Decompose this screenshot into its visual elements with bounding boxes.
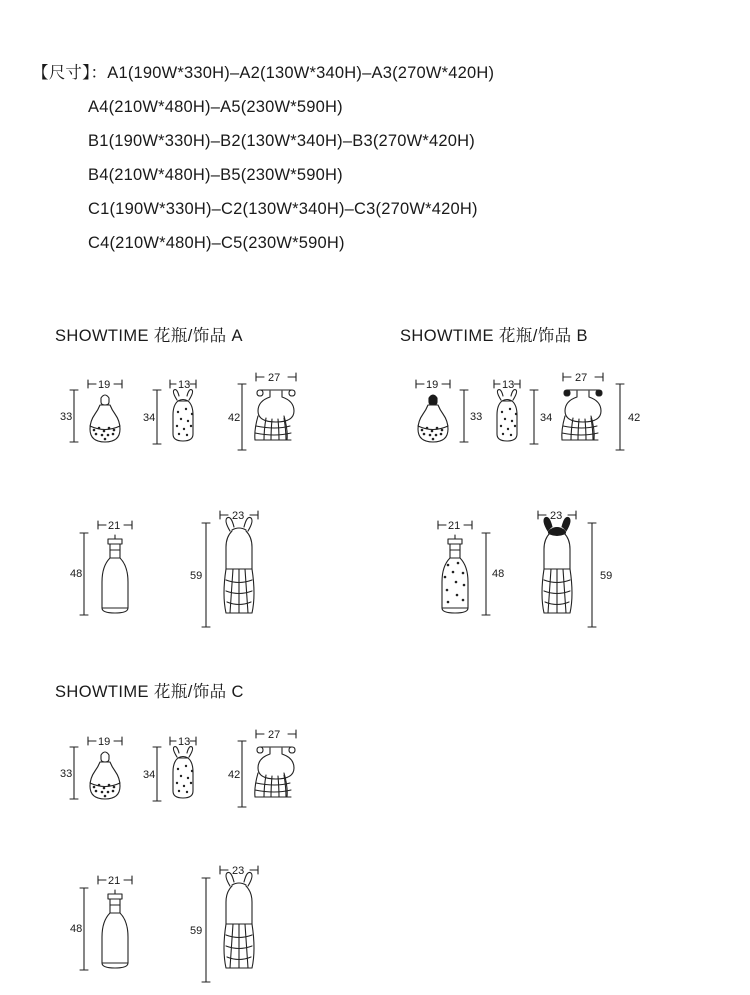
figure-group-a-row1: [60, 368, 350, 468]
vase-c3: [238, 730, 296, 807]
figure-group-b-row1: [408, 368, 698, 468]
dim-c2-width: 13: [178, 736, 191, 748]
vase-c5: [202, 866, 258, 982]
dim-c5-height: 59: [190, 925, 203, 937]
vase-b1: [416, 380, 468, 442]
spec-line-1: 【尺寸】：A1(190W*330H)–A2(130W*340H)–A3(270W*420H): [32, 64, 495, 82]
dim-b5-height: 59: [600, 570, 613, 582]
section-title-a: SHOWTIME 花瓶/饰品 A: [55, 327, 243, 345]
dim-a5-height: 59: [190, 570, 203, 582]
vase-a1: [70, 380, 122, 442]
dim-b1-width: 19: [426, 379, 439, 391]
vase-c4: [80, 876, 132, 970]
section-title-b: SHOWTIME 花瓶/饰品 B: [400, 327, 588, 345]
spec-line-4: B4(210W*480H)–B5(230W*590H): [88, 166, 343, 184]
figure-group-c-row1: [60, 725, 350, 825]
dim-a2-height: 34: [143, 412, 156, 424]
size-spec-block: [32, 56, 722, 260]
spec-line-3: B1(190W*330H)–B2(130W*340H)–B3(270W*420H): [88, 132, 475, 150]
dim-a5-width: 23: [232, 510, 245, 522]
dim-a1-height: 33: [60, 411, 73, 423]
section-title-c: SHOWTIME 花瓶/饰品 C: [55, 683, 244, 701]
spec-line-2: A4(210W*480H)–A5(230W*590H): [88, 98, 343, 116]
vase-a3: [238, 373, 296, 450]
vase-b5: [538, 511, 596, 627]
vase-a5: [202, 511, 258, 627]
dim-c4-width: 21: [108, 875, 121, 887]
dim-b4-width: 21: [448, 520, 461, 532]
dim-b2-height: 34: [540, 412, 553, 424]
dim-c2-height: 34: [143, 769, 156, 781]
dim-b4-height: 48: [492, 568, 505, 580]
dim-b3-width: 27: [575, 372, 588, 384]
dim-a1-width: 19: [98, 379, 111, 391]
spec-line-6: C4(210W*480H)–C5(230W*590H): [88, 234, 345, 252]
dim-b5-width: 23: [550, 510, 563, 522]
dim-c1-height: 33: [60, 768, 73, 780]
vase-b3: [562, 373, 624, 450]
dim-c3-width: 27: [268, 729, 281, 741]
vase-c1: [70, 737, 122, 799]
vase-b4: [438, 521, 490, 615]
spec-line-5: C1(190W*330H)–C2(130W*340H)–C3(270W*420H): [88, 200, 478, 218]
dim-a4-width: 21: [108, 520, 121, 532]
dim-b2-width: 13: [502, 379, 515, 391]
dim-c3-height: 42: [228, 769, 241, 781]
dim-a3-width: 27: [268, 372, 281, 384]
figure-group-a-row2: [70, 505, 330, 640]
dim-b1-height: 33: [470, 411, 483, 423]
dim-a3-height: 42: [228, 412, 241, 424]
vase-a4: [80, 521, 132, 615]
dim-b3-height: 42: [628, 412, 641, 424]
dim-a2-width: 13: [178, 379, 191, 391]
vase-b2: [494, 380, 538, 444]
dim-a4-height: 48: [70, 568, 83, 580]
dim-c1-width: 19: [98, 736, 111, 748]
dim-c4-height: 48: [70, 923, 83, 935]
figure-group-c-row2: [70, 860, 330, 995]
dim-c5-width: 23: [232, 865, 245, 877]
figure-group-b-row2: [430, 505, 690, 640]
